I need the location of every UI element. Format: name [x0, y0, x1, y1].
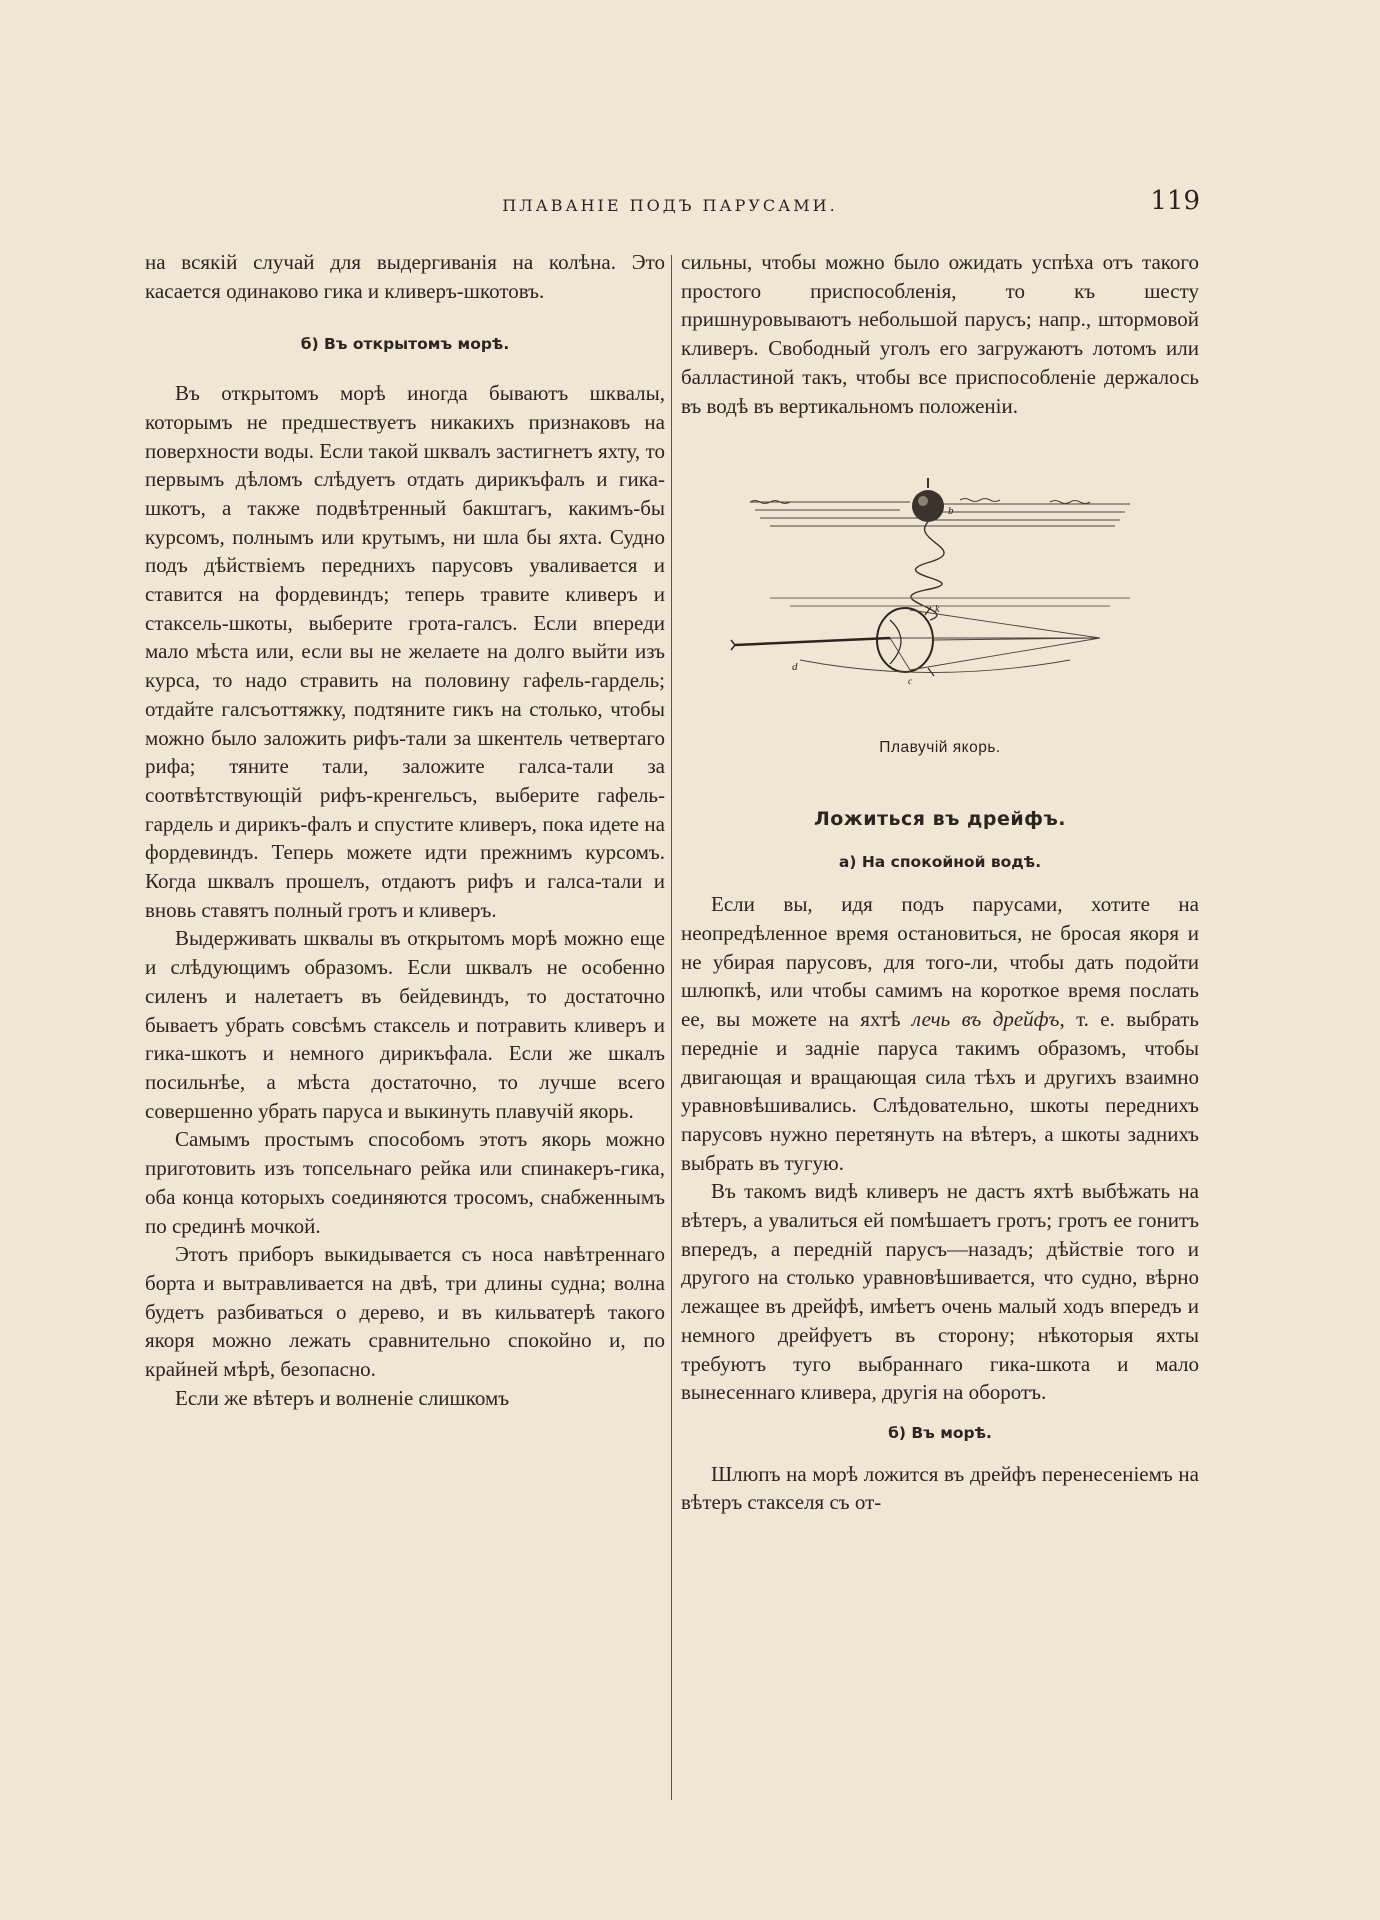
paragraph: Въ такомъ видѣ кливеръ не дастъ яхтѣ выбѣжать на вѣтеръ, а увалиться ей помѣшаетъ гротъ; гротъ ее гонитъ впередъ, а передній парусъ—назадъ; дѣйствіе того и другого на столько уравновѣшивается, что судно, вѣрно лежащее въ дрейфѣ, имѣетъ очень малый ходъ впередъ и немного дрейфуетъ въ сторону; нѣкоторыя яхты требуютъ туго выбраннаго гика-шкота и мало вынесеннаго кливера, другія на оборотъ.	[681, 1179, 1199, 1405]
sea-anchor-illustration	[730, 470, 1150, 720]
paragraph: Въ открытомъ морѣ иногда бываютъ шквалы, которымъ не предшествуетъ никакихъ признаковъ на поверхности воды. Если такой шквалъ застигнетъ яхту, то первымъ дѣломъ слѣдуетъ отдать дирикъфалъ и гика-шкотъ, а также подвѣтренный бакштагъ, какимъ-бы курсомъ, полнымъ или крутымъ, ни шла бы яхта. Судно подъ дѣйствіемъ переднихъ парусовъ уваливается и ставится на фордевиндъ; теперь травите кливеръ и стаксель-шкоты, выберите грота-галсъ. Если впереди мало мѣста или, если вы не желаете на долго выйти изъ курса, то надо стравить на половину гафель-гардель; отдайте галсъоттяжку, подтяните гикъ на столько, чтобы можно было заложить рифъ-тали за шкентель четвертаго рифа; тяните тали, заложите галса-тали за соотвѣтствующій рифъ-кренгельсъ, выберите гафель-гардель и дирикъ-фалъ и спустите кливеръ, пока идете на фордевиндъ. Теперь можете идти прежнимъ курсомъ. Когда шквалъ прошелъ, отдаютъ рифъ и галса-тали и вновь ставятъ полный гротъ и кливеръ.	[145, 381, 665, 922]
paragraph: Если же вѣтеръ и волненіе слишкомъ	[175, 1385, 510, 1410]
section-title: Ложиться въ дрейфъ.	[813, 807, 1067, 830]
paragraph: сильны, чтобы можно было ожидать успѣха отъ такого простого приспособленія, то къ шесту пришнуровываютъ небольшой парусъ; напр., штормовой кливеръ. Свободный уголъ его загружаютъ лотомъ или балластиной такъ, чтобы все приспособленіе держалось въ водѣ въ вертикальномъ положеніи.	[681, 250, 1199, 418]
page-number: 119	[1150, 186, 1200, 216]
left-column	[145, 248, 665, 1412]
running-head	[140, 186, 1200, 222]
text-run: , т. е. выбрать передніе и задніе паруса такимъ образомъ, чтобы двигающая и вращающая сила тѣхъ и другихъ взаимно уравновѣшивались. Слѣдовательно, шкоты переднихъ парусовъ нужно перетянуть на вѣтеръ, а шкоты заднихъ выбрать въ тугую.	[681, 1007, 1199, 1175]
label-d: d	[792, 661, 798, 674]
label-c: c	[908, 676, 912, 687]
subheading-calm-water: а) На спокойной водѣ.	[838, 852, 1042, 871]
label-b: b	[948, 505, 954, 518]
buoy-icon	[912, 490, 944, 522]
figure-sea-anchor	[681, 470, 1199, 763]
subheading-at-sea: б) Въ морѣ.	[888, 1423, 992, 1442]
paragraph: Этотъ приборъ выкидывается съ носа навѣтреннаго борта и вытравливается на двѣ, три длины судна; волна будетъ разбиваться о дерево, и въ кильватерѣ такого якоря можно лежать сравнительно спокойно и, по крайней мѣрѣ, безопасно.	[145, 1242, 665, 1382]
running-title: ПЛАВАНІЕ ПОДЪ ПАРУСАМИ.	[502, 196, 838, 215]
paragraph: Самымъ простымъ способомъ этотъ якорь можно приготовить изъ топсельнаго рейка или спинакеръ-гика, оба конца которыхъ соединяются тросомъ, снабженнымъ по срединѣ мочкой.	[145, 1127, 665, 1238]
subheading-open-sea: б) Въ открытомъ морѣ.	[300, 335, 510, 354]
paragraph: Выдерживать шквалы въ открытомъ морѣ можно еще и слѣдующимъ образомъ. Если шквалъ не особенно силенъ и налетаетъ въ бейдевиндъ, то достаточно бываетъ убрать совсѣмъ стаксель и потравить кливеръ и гика-шкотъ и немного дирикъфала. Если же шкалъ посильнѣе, а мѣста достаточно, то лучше всего совершенно убрать паруса и выкинуть плавучій якорь.	[145, 926, 665, 1123]
paragraph	[681, 890, 1199, 1177]
italic-term: лечь въ дрейфъ	[911, 1007, 1060, 1032]
paragraph: на всякій случай для выдергиванія на колѣна. Это касается одинаково гика и кливеръ-шкотовъ.	[145, 250, 665, 303]
right-column	[681, 248, 1199, 1517]
label-k: k	[935, 604, 940, 616]
column-divider	[671, 255, 672, 1800]
paragraph: Шлюпъ на морѣ ложится въ дрейфъ перенесеніемъ на вѣтеръ стакселя съ от-	[681, 1461, 1199, 1515]
text-run: Если вы, идя подъ парусами, хотите на неопредѣленное время остановиться, не бросая якоря и не убирая парусовъ, для того-ли, чтобы дать подойти шлюпкѣ, или чтобы самимъ на короткое время послать ее, вы можете на яхтѣ	[681, 892, 1199, 1032]
figure-caption: Плавучій якорь.	[879, 739, 1001, 757]
